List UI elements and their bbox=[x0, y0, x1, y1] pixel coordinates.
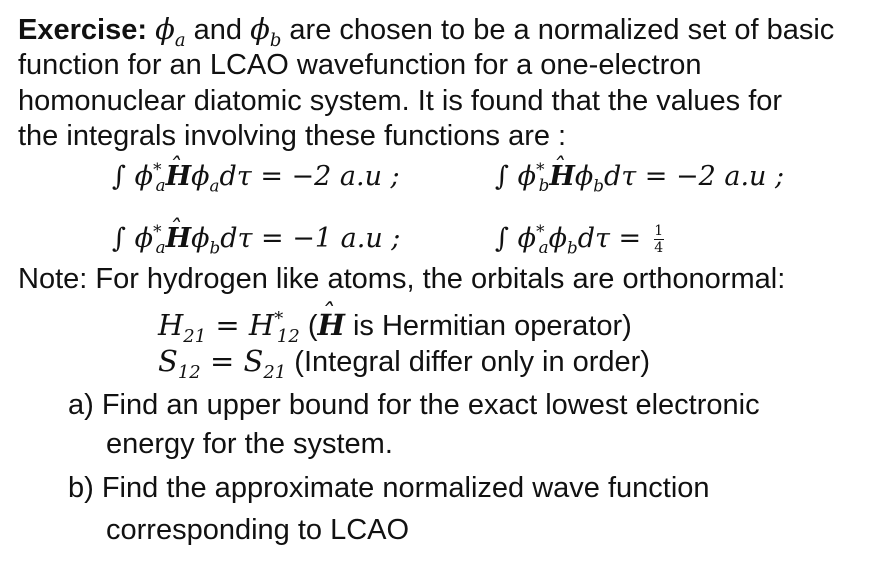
integral-sab-equals: = bbox=[618, 223, 642, 254]
integral-hab-value: = −1 a.u ; bbox=[261, 223, 401, 254]
overlap-comment: (Integral differ only in order) bbox=[286, 346, 650, 378]
exercise-text-and: and bbox=[185, 14, 251, 46]
question-a-line-1: a) Find an upper bound for the exact lowest electronic bbox=[68, 389, 760, 421]
h21-equation: $H_{21} = H^*_{12}$ bbox=[158, 308, 300, 347]
hermitian-line bbox=[158, 308, 632, 347]
h-hat-symbol: ˆ H bbox=[318, 308, 345, 342]
exercise-line-4: the integrals involving these functions are : bbox=[18, 120, 567, 152]
integral-hab: ∫ $\phi^*_aˆ$ $H\phi_bd\tau = -1$ a.u ; bbox=[112, 222, 400, 256]
integral-haa-value: = −2 a.u ; bbox=[260, 161, 400, 192]
exercise-line-1 bbox=[18, 12, 835, 51]
overlap-line bbox=[158, 344, 650, 383]
fraction-numerator: 1 bbox=[654, 223, 664, 239]
fraction-one-quarter bbox=[654, 224, 664, 255]
question-b-line-1: b) Find the approximate normalized wave function bbox=[68, 472, 710, 504]
hermitian-open: ( bbox=[299, 310, 318, 342]
phi-b-symbol: $\phi_b$ bbox=[250, 12, 282, 51]
hermitian-comment: is Hermitian operator) bbox=[344, 310, 632, 342]
note-line: Note: For hydrogen like atoms, the orbitals are orthonormal: bbox=[18, 263, 786, 295]
question-b-line-2: corresponding to LCAO bbox=[106, 514, 410, 546]
integral-hbb: ∫ $\phi^*_bˆ$ $H\phi_bd\tau = -2$ a.u ; bbox=[495, 160, 784, 194]
integral-hbb-value: = −2 a.u ; bbox=[644, 161, 785, 192]
question-a-line-2: energy for the system. bbox=[106, 428, 393, 460]
s12-equation: $S_{12} = S_{21}$ bbox=[158, 344, 287, 383]
exercise-line-2: function for an LCAO wavefunction for a one-electron bbox=[18, 49, 702, 81]
fraction-denominator: 4 bbox=[654, 240, 664, 256]
integral-haa: ∫ $\phi^*_aˆ$ $H\phi_ad\tau = -2$ a.u ; bbox=[112, 160, 400, 194]
integral-sab: ∫ $\phi^*_a\phi_bd\tau$ = $\frac{1}{4}$ bbox=[495, 221, 664, 258]
exercise-line-3: homonuclear diatomic system. It is found that the values for bbox=[18, 85, 783, 117]
exercise-text-1: are chosen to be a normalized set of basic bbox=[281, 14, 835, 46]
phi-a-symbol: $\phi_a$ bbox=[155, 12, 186, 51]
exercise-label: Exercise: bbox=[18, 14, 147, 46]
